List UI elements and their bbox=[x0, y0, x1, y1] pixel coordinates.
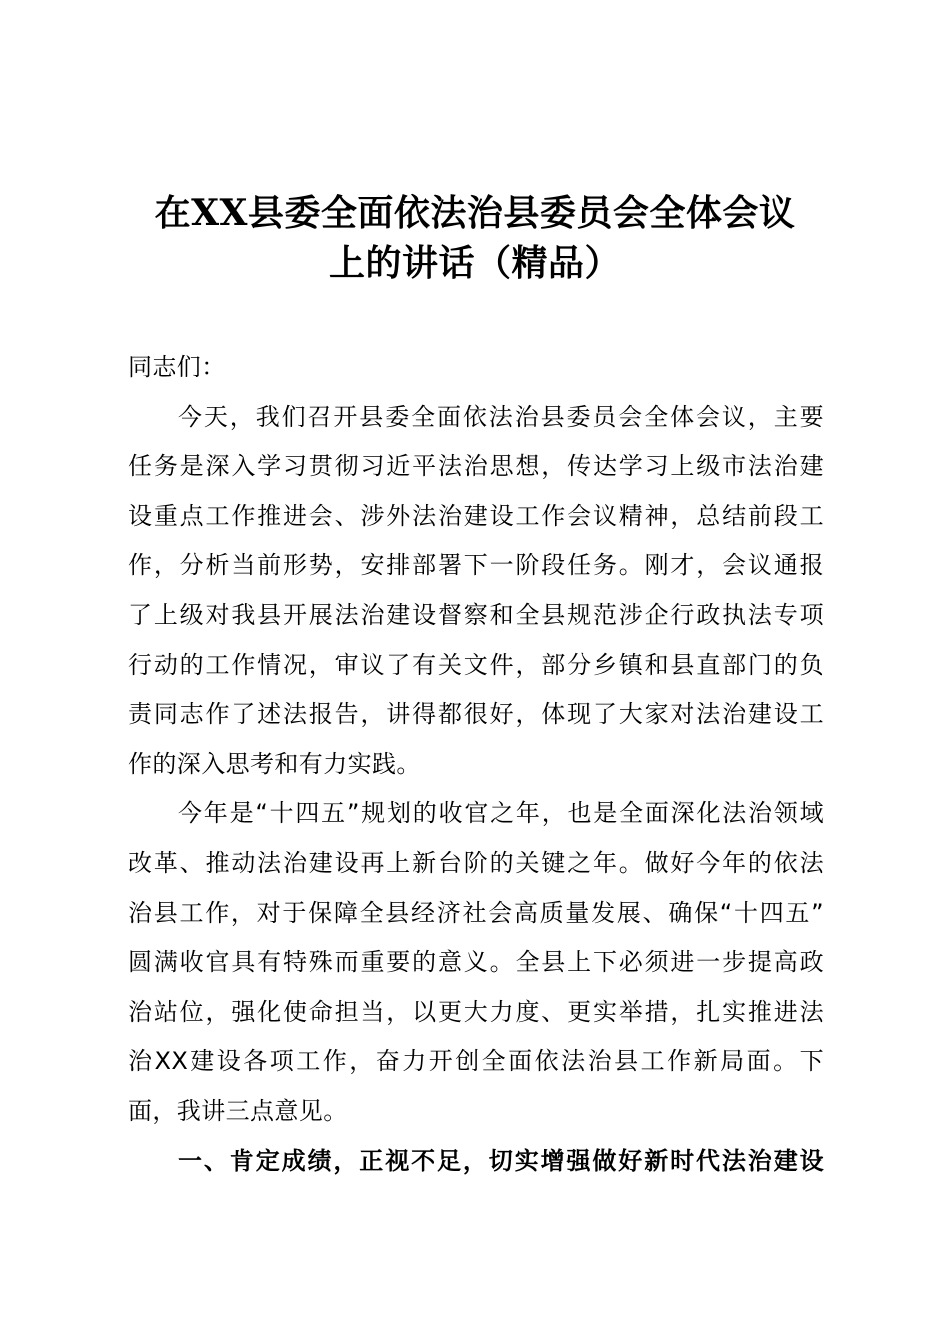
section-heading-1: 一、肯定成绩，正视不足，切实增强做好新时代法治建设 bbox=[178, 1146, 824, 1175]
paragraph-line: 任务是深入学习贯彻习近平法治思想，传达学习上级市法治建 bbox=[128, 452, 824, 481]
paragraph-line: 面，我讲三点意见。 bbox=[128, 1096, 348, 1125]
paragraph-line: 今天，我们召开县委全面依法治县委员会全体会议，主要 bbox=[178, 402, 824, 431]
document-body bbox=[128, 343, 824, 1186]
paragraph-line: 了上级对我县开展法治建设督察和全县规范涉企行政执法专项 bbox=[128, 600, 824, 629]
title-line-1: 在XX县委全面依法治县委员会全体会议 bbox=[154, 192, 796, 234]
title-line-2: 上的讲话（精品） bbox=[328, 242, 621, 284]
paragraph-line: 设重点工作推进会、涉外法治建设工作会议精神，总结前段工 bbox=[128, 501, 824, 530]
paragraph-line: 今年是“十四五”规划的收官之年，也是全面深化法治领域 bbox=[178, 799, 824, 828]
paragraph-line: 作的深入思考和有力实践。 bbox=[128, 749, 421, 778]
paragraph-line: 改革、推动法治建设再上新台阶的关键之年。做好今年的依法 bbox=[128, 848, 824, 877]
paragraph-line: 行动的工作情况，审议了有关文件，部分乡镇和县直部门的负 bbox=[128, 650, 824, 679]
paragraph-line: 治站位，强化使命担当，以更大力度、更实举措，扎实推进法 bbox=[128, 997, 824, 1026]
paragraph-line: 治县工作，对于保障全县经济社会高质量发展、确保“十四五” bbox=[128, 898, 824, 927]
paragraph-1 bbox=[128, 393, 824, 790]
document-title bbox=[0, 188, 950, 288]
paragraph-line: 圆满收官具有特殊而重要的意义。全县上下必须进一步提高政 bbox=[128, 948, 824, 977]
paragraph-line: 治XX建设各项工作，奋力开创全面依法治县工作新局面。下 bbox=[128, 1047, 824, 1076]
paragraph-line: 责同志作了述法报告，讲得都很好，体现了大家对法治建设工 bbox=[128, 700, 824, 729]
salutation: 同志们： bbox=[128, 353, 226, 381]
paragraph-line: 作，分析当前形势，安排部署下一阶段任务。刚才，会议通报 bbox=[128, 551, 824, 580]
paragraph-2 bbox=[128, 789, 824, 1136]
